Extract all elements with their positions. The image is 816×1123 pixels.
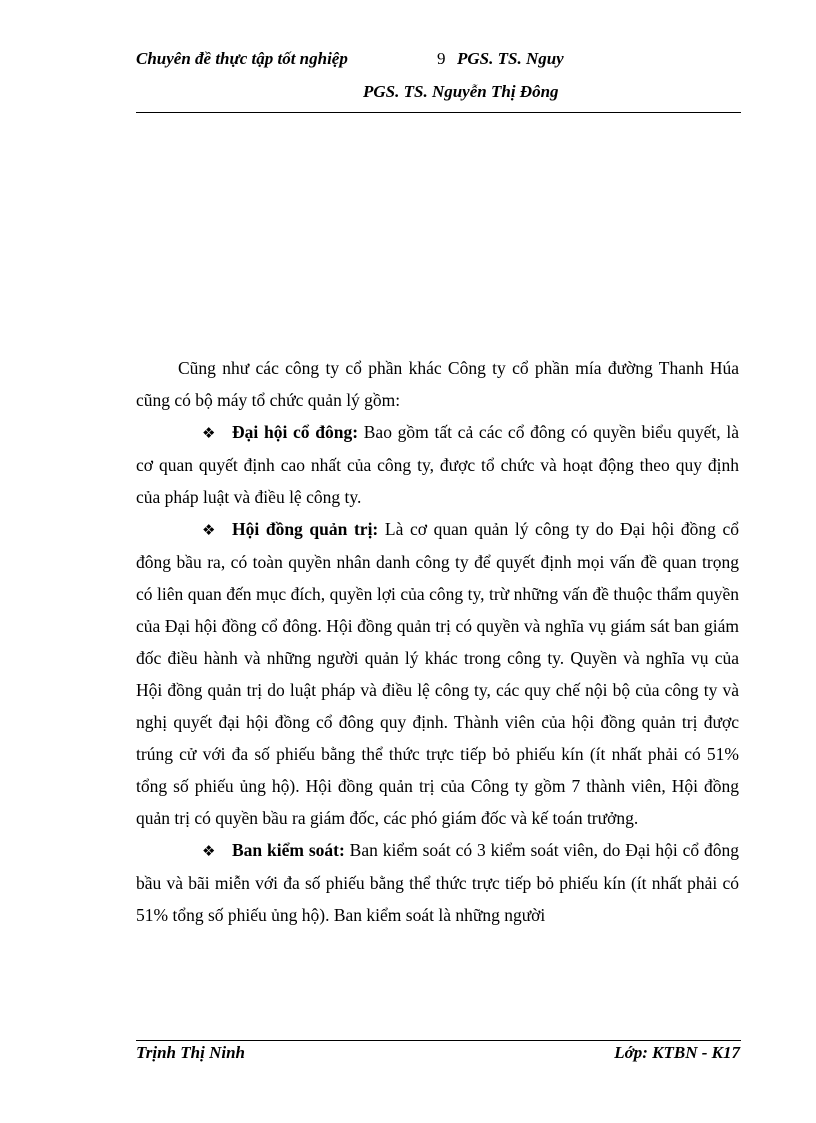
- bullet-text: Là cơ quan quản lý công ty do Đại hội đồng cổ đông bầu ra, có toàn quyền nhân danh công ty để quyết định mọi vấn đề quan trọng có liên quan đến mục đích, quyền lợi của công ty, trừ những vấn đề thuộc thẩm quyền của Đại hội đồng cổ đông. Hội đồng quản trị có quyền và nghĩa vụ giám sát ban giám đốc điều hành và những người quản lý khác trong công ty. Quyền và nghĩa vụ của Hội đồng quản trị do luật pháp và điều lệ công ty, các quy chế nội bộ của công ty và nghị quyết đại hội đồng cổ đông quy định. Thành viên của hội đồng quản trị được trúng cử với đa số phiếu bằng thể thức trực tiếp bỏ phiếu kín (ít nhất phải có 51% tổng số phiếu ủng hộ). Hội đồng quản trị của Công ty gồm 7 thành viên, Hội đồng quản trị có quyền bầu ra giám đốc, các phó giám đốc và kế toán trưởng.: [136, 519, 739, 828]
- diamond-bullet-icon: ❖: [202, 424, 216, 442]
- diamond-bullet-icon: ❖: [202, 521, 216, 539]
- bullet-text: Bao gồm tất cả các cổ đông có quyền biểu quyết, là cơ quan quyết định cao nhất của công ty, được tổ chức và hoạt động theo quy định của pháp luật và điều lệ công ty.: [136, 422, 740, 507]
- bullet-item-ban-kiem-soat: [136, 834, 739, 931]
- bullet-item-hoi-dong-quan-tri: [136, 513, 739, 834]
- diamond-bullet-icon: ❖: [202, 842, 216, 860]
- header-author: PGS. TS. Nguyễn Thị Đông: [363, 82, 559, 101]
- page-number: 9: [437, 49, 446, 68]
- footer-class: Lớp: KTBN - K17: [614, 1043, 740, 1062]
- header-divider: [136, 112, 741, 113]
- bullet-text: Ban kiểm soát có 3 kiểm soát viên, do Đại hội cổ đông bầu và bãi miễn với đa số phiếu bằng thể thức trực tiếp bỏ phiếu kín (ít nhất phải có 51% tổng số phiếu ủng hộ). Ban kiểm soát là những người: [136, 840, 739, 925]
- header-author-truncated: PGS. TS. Nguy: [457, 49, 564, 68]
- intro-paragraph: Cũng như các công ty cổ phần khác Công ty cổ phần mía đường Thanh Húa cũng có bộ máy tổ chức quản lý gồm:: [136, 358, 739, 410]
- bullet-term: Đại hội cổ đông:: [232, 422, 359, 442]
- bullet-item-dai-hoi-co-dong: [136, 416, 739, 513]
- body-content: [136, 352, 739, 931]
- bullet-term: Ban kiểm soát:: [232, 840, 345, 860]
- footer-divider: [136, 1040, 741, 1041]
- bullet-term: Hội đồng quản trị:: [232, 519, 379, 539]
- footer-author: Trịnh Thị Ninh: [136, 1043, 245, 1062]
- header-title: Chuyên đề thực tập tốt nghiệp: [136, 49, 348, 68]
